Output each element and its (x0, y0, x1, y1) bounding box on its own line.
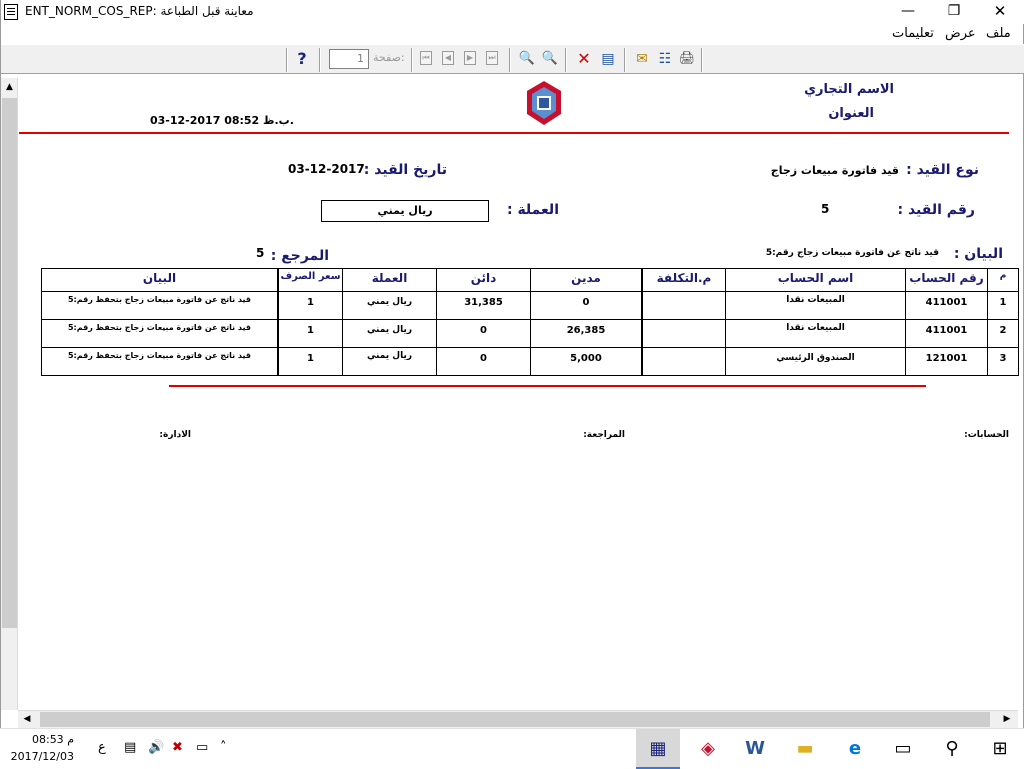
table-row-statement: قيد ناتج عن فاتورة مبيعات زجاج بتحفظ رقم:5 (67, 323, 252, 332)
clock-time: 08:53 م (31, 733, 74, 746)
signature-accounts: الحسابات: (964, 430, 1009, 440)
reference-label: المرجع : (270, 248, 329, 264)
col-header-cost-center: م.التكلفة (656, 271, 712, 285)
minimize-button[interactable]: — (901, 3, 915, 19)
signature-admin: الادارة: (159, 430, 191, 440)
table-row-rate: 1 (307, 297, 314, 308)
table-row-account-no: 121001 (925, 353, 968, 364)
vertical-scroll-thumb[interactable] (2, 98, 17, 628)
last-page-button[interactable]: ⏭ (486, 51, 498, 65)
scroll-right-arrow-icon[interactable]: ▶ (1003, 714, 1011, 724)
statement-label: البيان : (953, 246, 1003, 262)
print-button[interactable]: 🖨 (678, 51, 696, 66)
currency-label: العملة : (506, 202, 559, 218)
table-row-account-name: الصندوق الرئيسي (776, 353, 855, 363)
currency-value: ريال يمني (321, 200, 489, 222)
table-row-account-no: 411001 (925, 297, 968, 308)
menu-bar (1, 24, 1024, 44)
close-preview-button[interactable]: ✕ (577, 49, 591, 68)
toolbar-separator (701, 48, 703, 72)
table-row-credit: 0 (480, 353, 487, 364)
table-row-statement: قيد ناتج عن فاتورة مبيعات زجاج بتحفظ رقم:5 (67, 351, 252, 360)
table-bottom-divider (169, 385, 926, 387)
page-setup-button[interactable]: ▤ (601, 51, 615, 67)
table-row-credit: 31,385 (464, 297, 503, 308)
table-divider (42, 319, 1018, 320)
clock-date: 2017/12/03 (10, 750, 74, 763)
table-row-debit: 0 (582, 297, 590, 308)
network-disconnected-icon[interactable]: ✖ (172, 740, 183, 755)
col-header-account-name: اسم الحساب (777, 271, 854, 285)
toolbar-separator (624, 48, 626, 72)
table-row-no: 2 (999, 325, 1007, 336)
toolbar-separator (411, 48, 413, 72)
signature-review: المراجعة: (583, 430, 625, 440)
taskbar-erp-app-icon[interactable]: ◈ (701, 738, 715, 759)
entry-type-value: قيد فاتورة مبيعات زجاج (770, 164, 899, 177)
print-datetime: 03-12-2017 08:52 ب.ظ. (150, 114, 294, 127)
scroll-up-arrow-icon[interactable]: ▲ (6, 82, 13, 92)
title-bar (1, 0, 1024, 24)
zoom-in-button[interactable]: 🔍 (541, 51, 559, 66)
entry-date-value: 03-12-2017 (288, 162, 365, 176)
col-header-no: م (999, 271, 1007, 281)
start-windows-icon[interactable]: ⊞ (992, 738, 1008, 759)
show-hidden-icons-icon[interactable]: ˄ (220, 740, 227, 755)
company-logo-icon (524, 80, 564, 126)
taskbar-clock[interactable] (2, 731, 74, 765)
taskbar (0, 728, 1024, 768)
entry-date-label: تاريخ القيد : (363, 162, 447, 178)
next-page-button[interactable]: ▶ (464, 51, 476, 65)
notification-icon[interactable]: ▤ (124, 740, 137, 755)
table-row-credit: 0 (480, 325, 487, 336)
menu-file[interactable]: ملف (986, 26, 1011, 41)
toolbar-separator (286, 48, 288, 72)
table-row-account-name: المبيعات نقدا (786, 295, 845, 305)
task-view-icon[interactable]: ▭ (894, 738, 912, 759)
table-row-currency: ريال يمني (366, 351, 413, 361)
battery-icon[interactable]: ▭ (196, 740, 209, 755)
vertical-scrollbar[interactable] (1, 78, 18, 710)
col-header-account-no: رقم الحساب (909, 271, 984, 285)
table-row-rate: 1 (307, 353, 314, 364)
table-row-currency: ريال يمني (366, 297, 413, 307)
toolbar (1, 44, 1024, 74)
header-divider (19, 132, 1009, 134)
table-row-account-no: 411001 (925, 325, 968, 336)
table-row-rate: 1 (307, 325, 314, 336)
company-name: الاسم التجاري (804, 82, 894, 97)
document-icon (4, 4, 18, 20)
horizontal-scrollbar[interactable] (18, 710, 1018, 728)
col-header-rate: سعر الصرف (280, 271, 341, 282)
entry-no-value: 5 (821, 202, 830, 216)
toolbar-separator (509, 48, 511, 72)
reference-value: 5 (256, 246, 265, 260)
help-button[interactable]: ? (297, 49, 307, 68)
export-button[interactable]: ✉ (636, 51, 648, 67)
col-header-debit: مدين (571, 271, 601, 285)
entries-table (41, 268, 1019, 376)
taskbar-word-icon[interactable]: W (745, 738, 765, 759)
table-row-debit: 5,000 (570, 353, 602, 364)
company-address: العنوان (828, 106, 874, 121)
entry-no-label: رقم القيد : (897, 202, 975, 218)
menu-help[interactable]: تعليمات (892, 26, 934, 41)
table-row-debit: 26,385 (566, 325, 606, 336)
group-tree-button[interactable]: ☷ (658, 51, 672, 67)
table-divider (42, 291, 1018, 292)
search-icon[interactable]: ⚲ (945, 738, 959, 759)
zoom-out-button[interactable]: 🔍 (518, 51, 536, 66)
entry-type-label: نوع القيد : (906, 162, 979, 178)
close-button[interactable]: ✕ (993, 2, 1007, 20)
col-header-currency: العملة (371, 271, 408, 285)
first-page-button[interactable]: ⏮ (420, 51, 432, 65)
taskbar-edge-icon[interactable]: e (848, 738, 862, 759)
table-row-no: 1 (999, 297, 1007, 308)
scroll-left-arrow-icon[interactable]: ◀ (23, 714, 31, 724)
table-row-account-name: المبيعات نقدا (786, 323, 845, 333)
toolbar-separator (319, 48, 321, 72)
taskbar-report-app-icon[interactable]: ▦ (636, 729, 680, 769)
table-row-statement: قيد ناتج عن فاتورة مبيعات زجاج بتحفظ رقم:5 (67, 295, 252, 304)
previous-page-button[interactable]: ◀ (442, 51, 454, 65)
volume-icon[interactable]: 🔊 (148, 740, 165, 755)
statement-value: قيد ناتج عن فاتورة مبيعات زجاج رقم:5 (765, 248, 939, 258)
col-header-credit: دائن (470, 271, 497, 285)
input-language[interactable]: ع (98, 740, 106, 755)
report-page (19, 78, 1022, 710)
window-title: ENT_NORM_COS_REP: معاينة قبل الطباعة (25, 4, 254, 18)
restore-button[interactable]: ❐ (947, 3, 961, 19)
table-row-no: 3 (999, 353, 1007, 364)
taskbar-file-explorer-icon[interactable]: ▬ (796, 738, 814, 759)
col-header-statement: البيان (142, 271, 177, 285)
horizontal-scroll-thumb[interactable] (40, 712, 990, 727)
page-label: صفحة: (373, 51, 405, 64)
table-row-currency: ريال يمني (366, 325, 413, 335)
toolbar-separator (565, 48, 567, 72)
table-divider (42, 347, 1018, 348)
page-number-input[interactable]: 1 (329, 49, 369, 69)
menu-view[interactable]: عرض (945, 26, 976, 41)
